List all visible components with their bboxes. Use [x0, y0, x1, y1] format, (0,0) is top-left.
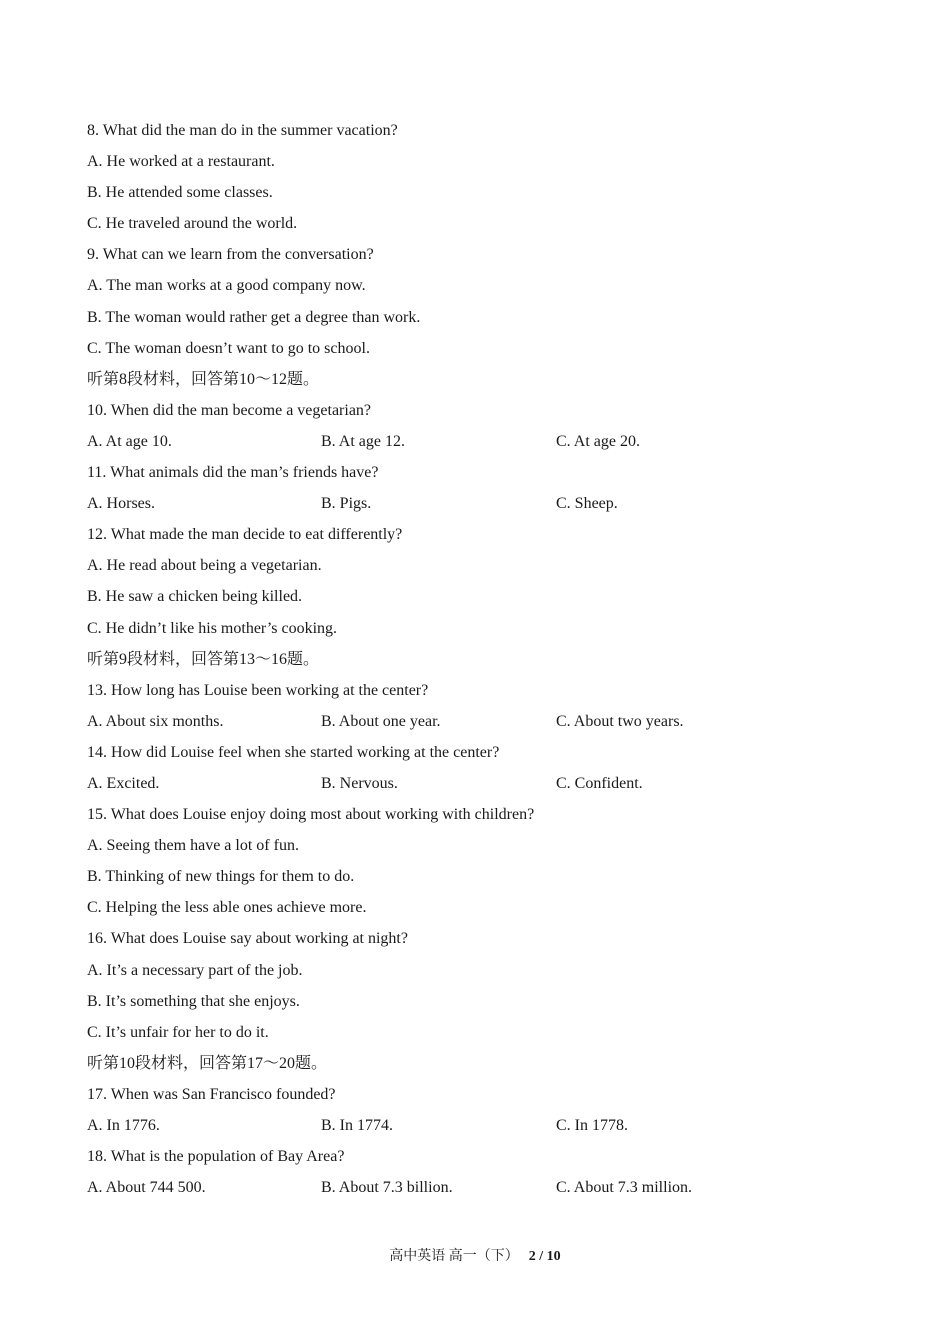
answer-options-row: [87, 1176, 877, 1207]
text-line: A. The man works at a good company now.: [87, 277, 366, 295]
answer-option: A. In 1776.: [87, 1117, 160, 1134]
text-line: 18. What is the population of Bay Area?: [87, 1148, 345, 1166]
answer-options-row: [87, 1114, 877, 1145]
text-line: 11. What animals did the man’s friends have?: [87, 464, 379, 482]
question-list: [87, 119, 877, 1207]
text-line: 10. When did the man become a vegetarian?: [87, 401, 372, 419]
text-line: 听第10段材料，回答第17～20题。: [87, 1054, 328, 1072]
text-line: C. He traveled around the world.: [87, 215, 298, 233]
page-footer: [0, 1245, 950, 1265]
answer-options-row: [87, 710, 877, 741]
text-line: C. He didn’t like his mother’s cooking.: [87, 619, 338, 637]
text-line: C. It’s unfair for her to do it.: [87, 1023, 269, 1041]
text-line: 12. What made the man decide to eat differently?: [87, 526, 403, 544]
answer-option: C. At age 20.: [556, 432, 640, 450]
answer-option: C. About two years.: [556, 712, 684, 730]
answer-option: B. In 1774.: [321, 1117, 393, 1134]
text-line: A. He worked at a restaurant.: [87, 153, 275, 171]
text-line: 听第8段材料，回答第10～12题。: [87, 370, 320, 388]
answer-option: A. Horses.: [87, 495, 155, 513]
text-line: A. Seeing them have a lot of fun.: [87, 837, 299, 855]
text-line: 8. What did the man do in the summer vacation?: [87, 122, 398, 139]
text-line: C. The woman doesn’t want to go to school.: [87, 339, 370, 357]
text-line: B. Thinking of new things for them to do.: [87, 868, 355, 886]
answer-options-row: [87, 772, 877, 803]
text-line: 14. How did Louise feel when she started working at the center?: [87, 743, 500, 761]
text-line: 15. What does Louise enjoy doing most about working with children?: [87, 806, 535, 824]
footer-subject: 高中英语 高一（下）: [389, 1249, 519, 1264]
answer-option: C. Confident.: [556, 774, 643, 792]
answer-option: A. Excited.: [87, 774, 160, 792]
answer-option: C. In 1778.: [556, 1117, 628, 1134]
answer-option: B. Pigs.: [321, 495, 372, 513]
text-line: A. He read about being a vegetarian.: [87, 557, 322, 575]
answer-options-row: [87, 430, 877, 461]
text-line: B. It’s something that she enjoys.: [87, 992, 300, 1010]
text-line: B. He attended some classes.: [87, 184, 273, 202]
text-line: C. Helping the less able ones achieve more.: [87, 899, 367, 917]
answer-option: C. About 7.3 million.: [556, 1179, 693, 1197]
answer-options-row: [87, 492, 877, 523]
answer-option: B. At age 12.: [321, 432, 405, 450]
text-line: 16. What does Louise say about working at night?: [87, 930, 408, 948]
text-line: 13. How long has Louise been working at the center?: [87, 681, 429, 699]
answer-option: A. About 744 500.: [87, 1179, 206, 1197]
answer-option: B. About one year.: [321, 712, 441, 730]
answer-option: B. About 7.3 billion.: [321, 1179, 453, 1197]
text-line: B. The woman would rather get a degree than work.: [87, 308, 421, 326]
text-line: 听第9段材料，回答第13～16题。: [87, 650, 320, 668]
text-line: 9. What can we learn from the conversation?: [87, 246, 374, 264]
answer-option: A. About six months.: [87, 712, 224, 730]
answer-option: A. At age 10.: [87, 432, 172, 450]
answer-option: C. Sheep.: [556, 495, 618, 513]
page-number: 2 / 10: [528, 1249, 561, 1264]
answer-option: B. Nervous.: [321, 774, 398, 792]
text-line: B. He saw a chicken being killed.: [87, 588, 303, 606]
text-line: A. It’s a necessary part of the job.: [87, 961, 303, 979]
text-line: 17. When was San Francisco founded?: [87, 1085, 336, 1103]
